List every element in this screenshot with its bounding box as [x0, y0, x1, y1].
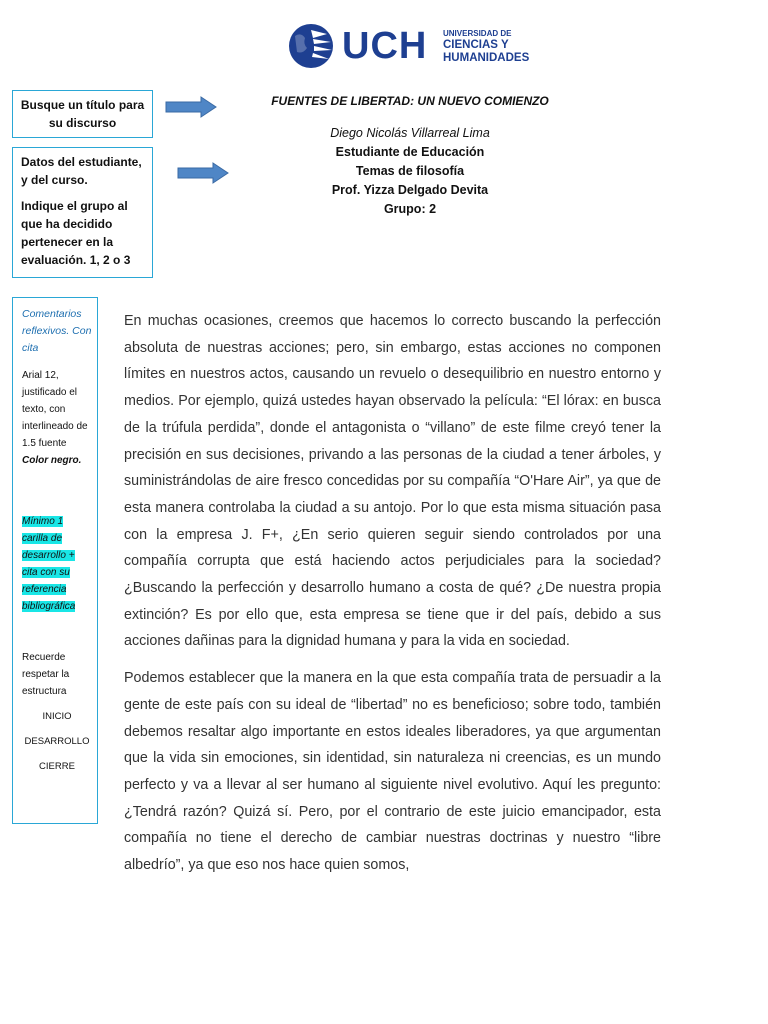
essay-body: [124, 308, 661, 889]
university-logo: [287, 22, 547, 72]
logo-emblem-icon: [287, 22, 337, 70]
author-role: Estudiante de Educación: [335, 145, 485, 159]
essay-paragraph-2: Podemos establecer que la manera en la que esta compañía trata de persuadir a la gente de este país con su ideal de “libertad” no es beneficioso; sobre todo, también debemos resaltar algo importante en estos ideales liberadores, ya que argumentan que la vida sin emociones, sin identidad, sin naturaleza ni creencias, es un mundo perfecto y va a llevar al ser humano al siguiente nivel evolutivo. Aquí les pregunto: ¿Tendrá razón? Quizá sí. Pero, por el contrario de este juicio emancipador, esta compañía no tiene el derecho de cambiar nuestras doctrinas y nuestro “libre albedrío”, ya que eso nos hace quien somos,: [124, 670, 661, 874]
structure-closing: CIERRE: [39, 761, 75, 772]
sidebar-length-hint: [22, 513, 92, 615]
length-hint-highlight: Mínimo 1 carilla de desarrollo + cita con su referencia bibliográfica: [22, 516, 76, 612]
structure-development: DESARROLLO: [24, 736, 90, 747]
format-hint-text: Arial 12, justificado el texto, con interlineado de 1.5 fuente: [22, 370, 88, 449]
student-hint-box: [12, 147, 153, 278]
sidebar-structure-hint: Recuerde respetar la estructura: [22, 652, 70, 697]
logo-mark: UCH: [342, 25, 428, 67]
student-hint-1: Datos del estudiante, y del curso.: [21, 155, 142, 187]
student-info: [200, 124, 620, 219]
logo-line-1: UNIVERSIDAD DE: [443, 29, 512, 38]
course-name: Temas de filosofía: [355, 164, 465, 178]
format-hint-color: Color negro.: [22, 455, 82, 466]
author-name: Diego Nicolás Villarreal Lima: [330, 126, 490, 140]
professor-name: Prof. Yizza Delgado Devita: [331, 183, 489, 197]
sidebar-format-hint: [22, 367, 92, 469]
logo-name: [443, 28, 529, 65]
structure-start: INICIO: [42, 711, 72, 722]
guidelines-sidebar: [12, 297, 98, 824]
student-hint-2: Indique el grupo al que ha decidido pertenecer en la evaluación. 1, 2 o 3: [21, 199, 131, 267]
document-title: FUENTES DE LIBERTAD: UN NUEVO COMIENZO: [271, 94, 549, 108]
logo-line-3: HUMANIDADES: [443, 52, 530, 64]
essay-paragraph-1: En muchas ocasiones, creemos que hacemos lo correcto buscando la perfección absoluta de nuestras acciones; pero, sin embargo, estas acciones no componen límites en nuestros actos, causando un revuelo o desequilibrio en nuestro entorno y medios. Por ejemplo, quizá ustedes hayan observado la película: “El lórax: en busca de la trúfula perdida”, donde el antagonista o “villano” de este filme creyó tener la precisión en sus decisiones, privando a las personas de la ciudad a tener árboles, y suministrándolas de aire fresco concedidas por su compañía “O'Hare Air”, ya que de esta manera controlaba la ciudad a su antojo. Por lo que esta misma situación pasa con la empresa J. F+, ¿En serio quieren seguir siendo controlados por una compañía corrupta que está haciendo actos perjudiciales para la sociedad? ¿Buscando la perfección y desarrollo humano a costa de qué? ¿De nuestra propia extinción? Es por ello que, esta empresa se tiene que ir del país, debido a sus acciones dañinas para la dignidad humana y para la vida en sociedad.: [124, 313, 661, 650]
sidebar-comment-hint: Comentarios reflexivos. Con cita: [22, 308, 92, 354]
logo-line-2: CIENCIAS Y: [443, 39, 509, 51]
title-hint-box: Busque un título para su discurso: [12, 90, 153, 138]
group-label: Grupo: 2: [383, 202, 437, 216]
